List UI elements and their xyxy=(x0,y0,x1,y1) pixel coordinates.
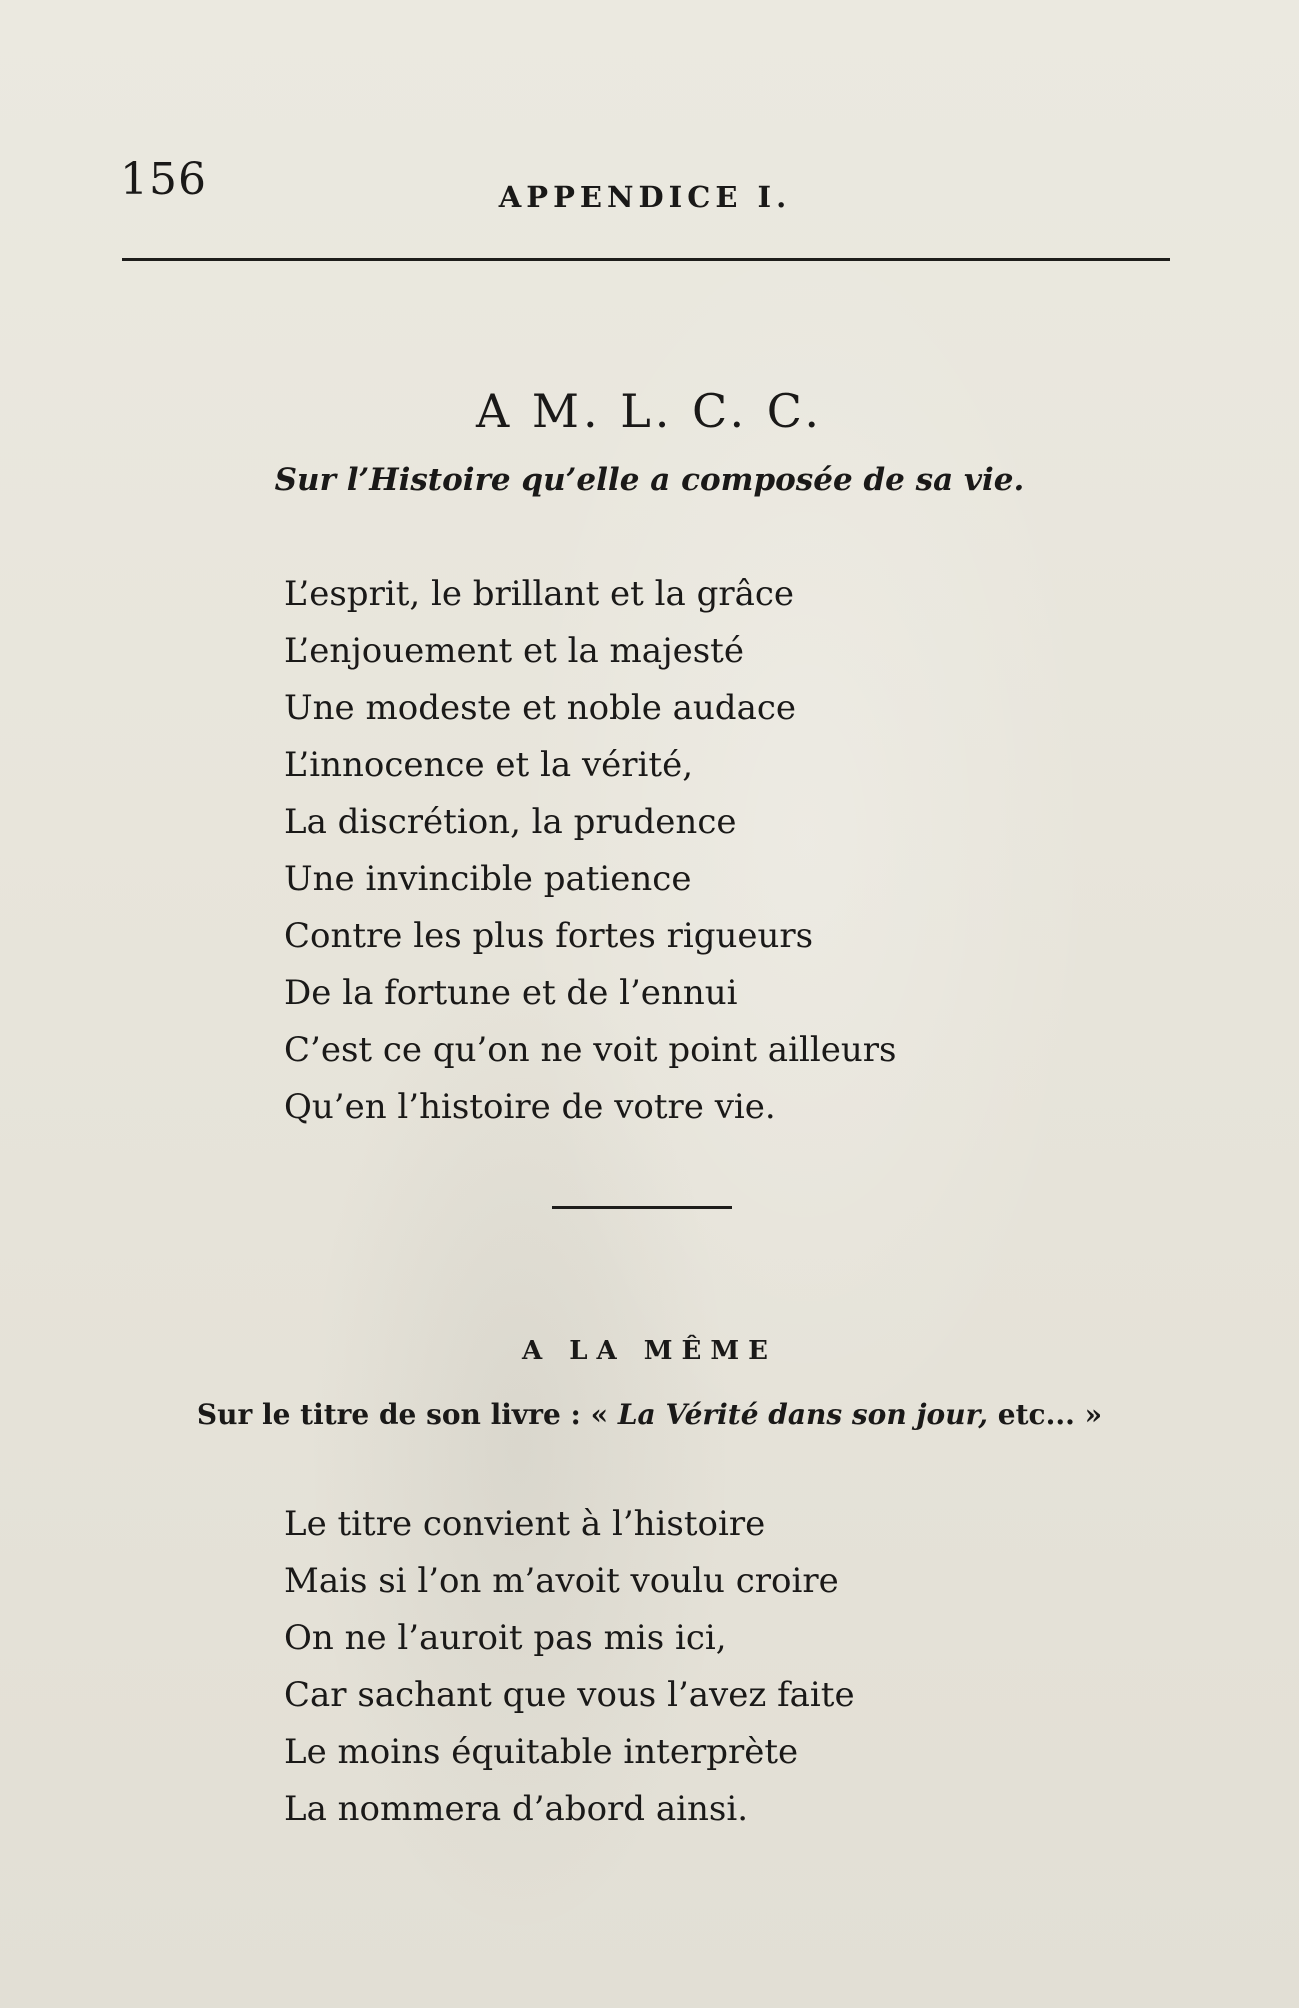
verse-line: Une modeste et noble audace xyxy=(284,688,797,728)
verse-line: De la fortune et de l’ennui xyxy=(284,973,738,1013)
poem-1-title: A M. L. C. C. xyxy=(476,384,823,438)
poem-1-verses xyxy=(284,566,896,1136)
poem-2-subtitle-book-title: La Vérité dans son jour, xyxy=(617,1398,989,1431)
verse-line: Le moins équitable interprète xyxy=(284,1732,799,1772)
poem-2-subtitle-suffix: etc... » xyxy=(988,1398,1103,1431)
verse-line: L’esprit, le brillant et la grâce xyxy=(284,574,795,614)
verse-line: Le titre convient à l’histoire xyxy=(284,1504,766,1544)
verse-line: La discrétion, la prudence xyxy=(284,802,737,842)
verse-line: Qu’en l’histoire de votre vie. xyxy=(284,1087,776,1127)
poem-2-title: A LA MÊME xyxy=(522,1336,777,1366)
verse-line: C’est ce qu’on ne voit point ailleurs xyxy=(284,1030,897,1070)
page-number: 156 xyxy=(120,154,207,205)
poem-2-subtitle xyxy=(0,1398,1299,1431)
verse-line: La nommera d’abord ainsi. xyxy=(284,1789,749,1829)
verse-line: Mais si l’on m’avoit voulu croire xyxy=(284,1561,839,1601)
poem-2-subtitle-prefix: Sur le titre de son livre : « xyxy=(196,1398,618,1431)
verse-line: Car sachant que vous l’avez faite xyxy=(284,1675,855,1715)
verse-line: Une invincible patience xyxy=(284,859,692,899)
verse-line: L’enjouement et la majesté xyxy=(284,631,744,671)
poem-2-verses xyxy=(284,1496,855,1838)
running-head: APPENDICE I. xyxy=(498,180,792,214)
verse-line: Contre les plus fortes rigueurs xyxy=(284,916,814,956)
verse-line: L’innocence et la vérité, xyxy=(284,745,693,785)
section-divider xyxy=(552,1206,732,1209)
poem-1-subtitle: Sur l’Histoire qu’elle a composée de sa vie. xyxy=(274,462,1025,498)
header-rule xyxy=(122,258,1170,261)
verse-line: On ne l’auroit pas mis ici, xyxy=(284,1618,727,1658)
